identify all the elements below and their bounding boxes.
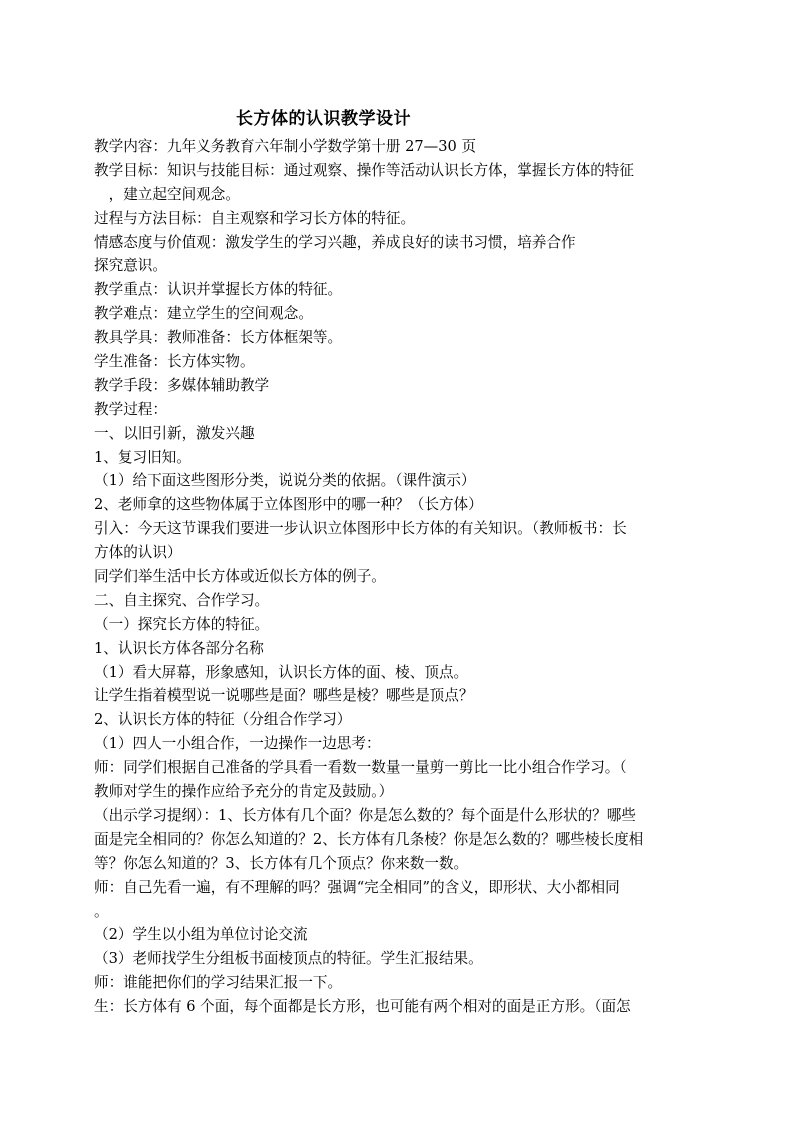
text-line: 情感态度与价值观：激发学生的学习兴趣，养成良好的读书习惯，培养合作 — [94, 233, 576, 251]
text-line: 一、以旧引新，激发兴趣 — [94, 424, 255, 442]
text-line: 教师对学生的操作应给予充分的肯定及鼓励。） — [94, 783, 394, 801]
text-line: 二、自主探究、合作学习。 — [94, 591, 270, 609]
text-line: 过程与方法目标：自主观察和学习长方体的特征。 — [94, 209, 416, 227]
text-line: ，建立起空间观念。 — [94, 185, 240, 203]
text-line: 1、复习旧知。 — [94, 448, 191, 466]
text-line: （出示学习提纲）：1、长方体有几个面？你是怎么数的？每个面是什么形状的？哪些 — [94, 806, 636, 824]
text-line: 教学内容：九年义务教育六年制小学数学第十册 27—30 页 — [94, 138, 477, 155]
text-line: （1）四人一小组合作，一边操作一边思考： — [94, 735, 381, 753]
document-title: 长方体的认识教学设计 — [236, 109, 411, 129]
text-line: （1）给下面这些图形分类，说说分类的依据。（课件演示） — [94, 472, 476, 490]
text-line: 学生准备：长方体实物。 — [94, 353, 255, 371]
text-line: 教具学具：教师准备：长方体框架等。 — [94, 329, 343, 347]
text-line: 教学手段：多媒体辅助教学 — [94, 376, 270, 394]
text-line: 教学过程： — [94, 400, 167, 418]
text-line: 教学重点：认识并掌握长方体的特征。 — [94, 281, 343, 299]
text-line: 面是完全相同的？你怎么知道的？2、长方体有几条棱？你是怎么数的？哪些棱长度相 — [94, 830, 644, 848]
text-line: 引入：今天这节课我们要进一步认识立体图形中长方体的有关知识。（教师板书：长 — [94, 520, 627, 538]
text-line: 生：长方体有 6 个面，每个面都是长方形，也可能有两个相对的面是正方形。（面怎 — [94, 998, 631, 1016]
text-line: 方体的认识） — [94, 544, 182, 562]
document-body — [94, 135, 706, 1019]
text-line: 师：谁能把你们的学习结果汇报一下。 — [94, 974, 343, 992]
text-line: 教学难点：建立学生的空间观念。 — [94, 305, 313, 323]
text-line: 让学生指着模型说一说哪些是面？哪些是棱？哪些是顶点？ — [94, 687, 474, 705]
text-line: 2、老师拿的这些物体属于立体图形中的哪一种？（长方体） — [94, 496, 483, 514]
text-line: 1、认识长方体各部分名称 — [94, 639, 264, 657]
text-line: 探究意识。 — [94, 257, 167, 275]
text-line: 师：自己先看一遍，有不理解的吗？强调“完全相同”的含义，即形状、大小都相同 — [94, 878, 620, 896]
text-line: （3）老师找学生分组板书面棱顶点的特征。学生汇报结果。 — [94, 950, 483, 968]
text-line: （一）探究长方体的特征。 — [94, 615, 270, 633]
text-line: 师：同学们根据自己准备的学具看一看数一数量一量剪一剪比一比小组合作学习。（ — [94, 759, 627, 777]
text-line: （2）学生以小组为单位讨论交流 — [94, 926, 308, 944]
text-line: 等？你怎么知道的？3、长方体有几个顶点？你来数一数。 — [94, 854, 469, 872]
text-line: 教学目标：知识与技能目标：通过观察、操作等活动认识长方体，掌握长方体的特征 — [94, 161, 634, 179]
text-line: 同学们举生活中长方体或近似长方体的例子。 — [94, 568, 386, 586]
text-line: 2、认识长方体的特征（分组合作学习） — [94, 711, 352, 729]
text-line: （1）看大屏幕，形象感知，认识长方体的面、棱、顶点。 — [94, 663, 469, 681]
text-line: 。 — [94, 902, 109, 920]
